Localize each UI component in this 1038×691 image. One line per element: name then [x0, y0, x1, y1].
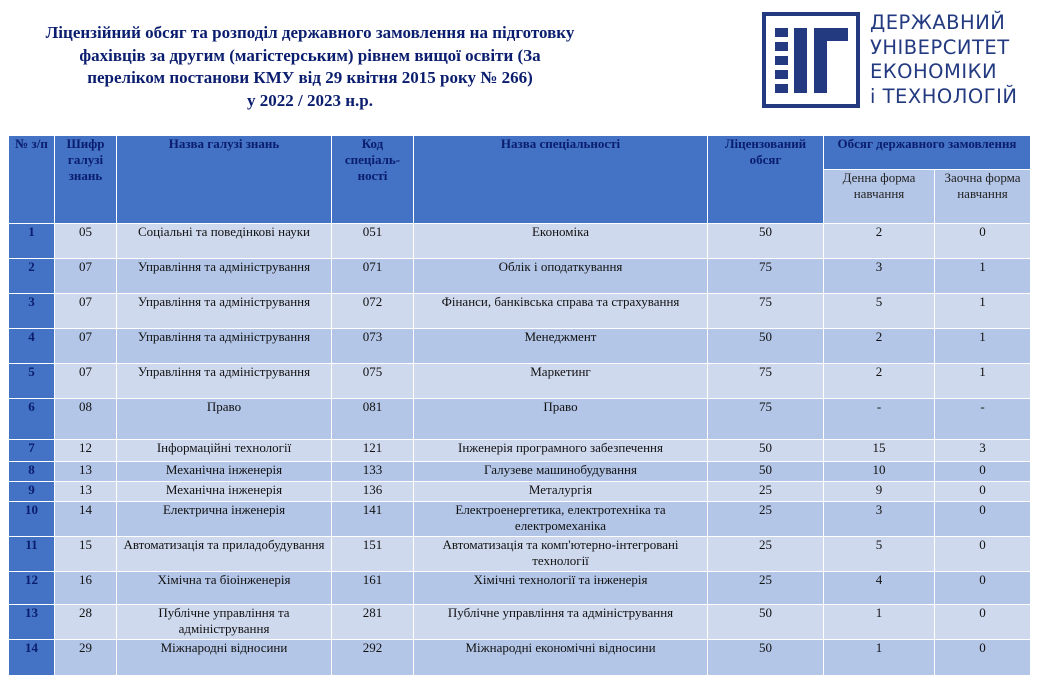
cell-num: 1 — [9, 224, 55, 259]
cell-part-time: 0 — [935, 640, 1031, 676]
state-order-table — [8, 135, 1031, 676]
cell-num: 14 — [9, 640, 55, 676]
cell-num: 4 — [9, 329, 55, 364]
cell-spec-name: Право — [414, 399, 708, 440]
cell-licensed: 50 — [708, 329, 824, 364]
cell-full-time: 4 — [824, 572, 935, 605]
cell-part-time: 0 — [935, 224, 1031, 259]
table-row — [9, 640, 1031, 676]
cell-spec-name: Фінанси, банківська справа та страхування — [414, 294, 708, 329]
cell-licensed: 50 — [708, 605, 824, 640]
cell-spec-code: 072 — [332, 294, 414, 329]
cell-spec-name: Інженерія програмного забезпечення — [414, 440, 708, 462]
cell-field-name: Механічна інженерія — [117, 482, 332, 502]
cell-full-time: 1 — [824, 605, 935, 640]
cell-field-name: Електрична інженерія — [117, 502, 332, 537]
cell-full-time: 15 — [824, 440, 935, 462]
cell-full-time: 2 — [824, 364, 935, 399]
cell-spec-code: 081 — [332, 399, 414, 440]
cell-spec-code: 051 — [332, 224, 414, 259]
cell-full-time: - — [824, 399, 935, 440]
cell-spec-name: Облік і оподаткування — [414, 259, 708, 294]
header-field-code: Шифр галузі знань — [55, 136, 117, 224]
table-row — [9, 605, 1031, 640]
logo-line: ДЕРЖАВНИЙ — [870, 11, 1006, 34]
header-field-name: Назва галузі знань — [117, 136, 332, 224]
cell-licensed: 25 — [708, 482, 824, 502]
cell-spec-name: Публічне управління та адміністрування — [414, 605, 708, 640]
title-line: у 2022 / 2023 н.р. — [247, 90, 373, 110]
cell-spec-name: Менеджмент — [414, 329, 708, 364]
table-row — [9, 294, 1031, 329]
cell-field-code: 28 — [55, 605, 117, 640]
table-row — [9, 364, 1031, 399]
cell-field-name: Управління та адміністрування — [117, 294, 332, 329]
cell-spec-code: 161 — [332, 572, 414, 605]
cell-field-code: 15 — [55, 537, 117, 572]
cell-full-time: 9 — [824, 482, 935, 502]
cell-field-code: 29 — [55, 640, 117, 676]
cell-part-time: 0 — [935, 502, 1031, 537]
cell-field-code: 07 — [55, 294, 117, 329]
cell-num: 3 — [9, 294, 55, 329]
cell-num: 11 — [9, 537, 55, 572]
cell-num: 12 — [9, 572, 55, 605]
cell-licensed: 25 — [708, 537, 824, 572]
cell-spec-name: Міжнародні економічні відносини — [414, 640, 708, 676]
cell-licensed: 50 — [708, 440, 824, 462]
cell-licensed: 25 — [708, 502, 824, 537]
logo-text — [870, 11, 1017, 109]
cell-spec-code: 075 — [332, 364, 414, 399]
table-row — [9, 482, 1031, 502]
cell-field-name: Автоматизація та приладобудування — [117, 537, 332, 572]
cell-full-time: 5 — [824, 294, 935, 329]
cell-full-time: 1 — [824, 640, 935, 676]
cell-full-time: 2 — [824, 329, 935, 364]
cell-licensed: 25 — [708, 572, 824, 605]
header-full-time: Денна форма навчання — [824, 170, 935, 224]
cell-field-code: 07 — [55, 364, 117, 399]
cell-field-name: Хімічна та біоінженерія — [117, 572, 332, 605]
cell-licensed: 50 — [708, 224, 824, 259]
cell-part-time: 0 — [935, 572, 1031, 605]
cell-field-code: 07 — [55, 329, 117, 364]
cell-spec-name: Хімічні технології та інженерія — [414, 572, 708, 605]
table-row — [9, 329, 1031, 364]
cell-field-code: 16 — [55, 572, 117, 605]
header-licensed: Ліцензований обсяг — [708, 136, 824, 224]
cell-full-time: 3 — [824, 502, 935, 537]
cell-part-time: 1 — [935, 364, 1031, 399]
cell-licensed: 75 — [708, 259, 824, 294]
table-row — [9, 224, 1031, 259]
cell-spec-name: Автоматизація та комп'ютерно-інтегровані технології — [414, 537, 708, 572]
title-line: фахівців за другим (магістерським) рівнем вищої освіти (За — [79, 45, 541, 65]
cell-spec-code: 071 — [332, 259, 414, 294]
cell-licensed: 75 — [708, 364, 824, 399]
table-body — [9, 224, 1031, 676]
cell-licensed: 75 — [708, 399, 824, 440]
table-row — [9, 440, 1031, 462]
cell-field-name: Управління та адміністрування — [117, 329, 332, 364]
cell-field-code: 05 — [55, 224, 117, 259]
cell-field-name: Інформаційні технології — [117, 440, 332, 462]
cell-num: 9 — [9, 482, 55, 502]
cell-licensed: 75 — [708, 294, 824, 329]
cell-part-time: 0 — [935, 482, 1031, 502]
cell-field-code: 14 — [55, 502, 117, 537]
cell-num: 2 — [9, 259, 55, 294]
cell-field-code: 07 — [55, 259, 117, 294]
logo-line: і ТЕХНОЛОГІЙ — [870, 84, 1018, 108]
cell-spec-code: 292 — [332, 640, 414, 676]
cell-spec-name: Маркетинг — [414, 364, 708, 399]
cell-spec-code: 281 — [332, 605, 414, 640]
cell-field-name: Механічна інженерія — [117, 462, 332, 482]
table-row — [9, 259, 1031, 294]
university-logo-icon — [762, 12, 860, 108]
page-title — [0, 22, 620, 112]
cell-spec-code: 073 — [332, 329, 414, 364]
cell-num: 10 — [9, 502, 55, 537]
cell-full-time: 2 — [824, 224, 935, 259]
cell-spec-name: Електроенергетика, електротехніка та електромеханіка — [414, 502, 708, 537]
cell-part-time: 1 — [935, 259, 1031, 294]
cell-field-name: Управління та адміністрування — [117, 364, 332, 399]
cell-num: 5 — [9, 364, 55, 399]
cell-part-time: 1 — [935, 294, 1031, 329]
cell-field-code: 08 — [55, 399, 117, 440]
cell-full-time: 5 — [824, 537, 935, 572]
table-row — [9, 399, 1031, 440]
table-row — [9, 537, 1031, 572]
cell-spec-code: 151 — [332, 537, 414, 572]
cell-part-time: 3 — [935, 440, 1031, 462]
header-part-time: Заочна форма навчання — [935, 170, 1031, 224]
header-state-order: Обсяг державного замовлення — [824, 136, 1031, 170]
cell-licensed: 50 — [708, 462, 824, 482]
title-line: переліком постанови КМУ від 29 квітня 2015 року № 266) — [87, 68, 533, 87]
cell-field-name: Публічне управління та адміністрування — [117, 605, 332, 640]
logo-line: ЕКОНОМІКИ — [870, 60, 998, 83]
cell-part-time: 0 — [935, 537, 1031, 572]
cell-part-time: - — [935, 399, 1031, 440]
cell-part-time: 0 — [935, 462, 1031, 482]
cell-field-name: Соціальні та поведінкові науки — [117, 224, 332, 259]
cell-field-code: 12 — [55, 440, 117, 462]
cell-field-name: Управління та адміністрування — [117, 259, 332, 294]
cell-field-code: 13 — [55, 482, 117, 502]
cell-num: 6 — [9, 399, 55, 440]
cell-spec-name: Галузеве машинобудування — [414, 462, 708, 482]
cell-full-time: 10 — [824, 462, 935, 482]
cell-spec-name: Економіка — [414, 224, 708, 259]
cell-spec-name: Металургія — [414, 482, 708, 502]
cell-num: 8 — [9, 462, 55, 482]
cell-field-code: 13 — [55, 462, 117, 482]
cell-part-time: 0 — [935, 605, 1031, 640]
cell-field-name: Міжнародні відносини — [117, 640, 332, 676]
cell-spec-code: 136 — [332, 482, 414, 502]
cell-spec-code: 141 — [332, 502, 414, 537]
table-row — [9, 462, 1031, 482]
cell-num: 7 — [9, 440, 55, 462]
cell-full-time: 3 — [824, 259, 935, 294]
table-row — [9, 502, 1031, 537]
header-spec-code: Код спеціаль-ності — [332, 136, 414, 224]
header-num: № з/п — [9, 136, 55, 224]
logo-line: УНІВЕРСИТЕТ — [870, 35, 1010, 59]
cell-field-name: Право — [117, 399, 332, 440]
table-row — [9, 572, 1031, 605]
cell-licensed: 50 — [708, 640, 824, 676]
cell-spec-code: 121 — [332, 440, 414, 462]
title-line: Ліцензійний обсяг та розподіл державного замовлення на підготовку — [45, 23, 575, 42]
cell-num: 13 — [9, 605, 55, 640]
cell-part-time: 1 — [935, 329, 1031, 364]
header-spec-name: Назва спеціальності — [414, 136, 708, 224]
cell-spec-code: 133 — [332, 462, 414, 482]
